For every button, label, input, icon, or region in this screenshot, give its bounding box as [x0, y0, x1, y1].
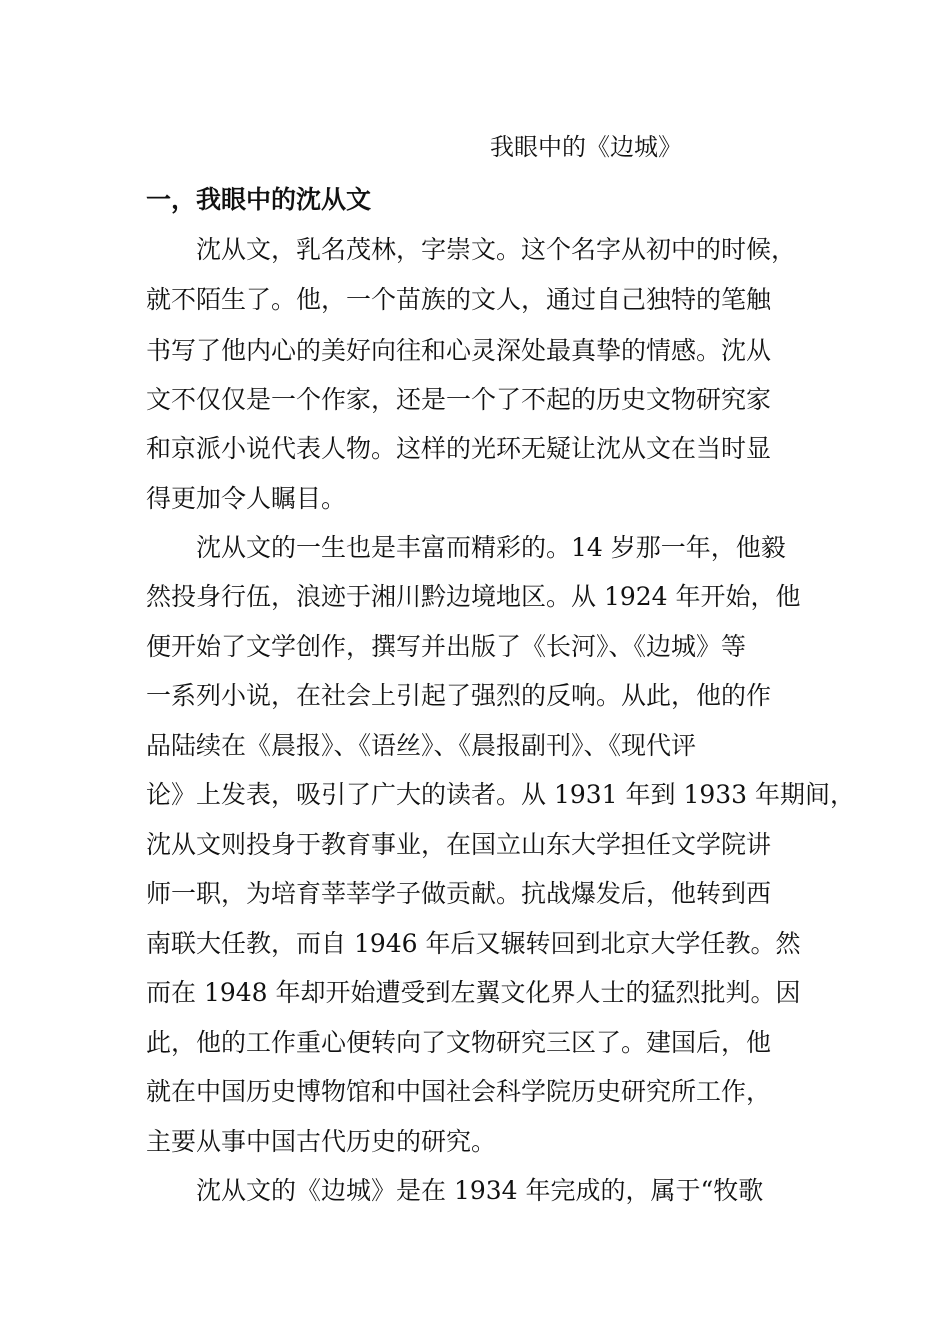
paragraph-line: 品陆续在《晨报》、《语丝》、《晨报副刊》、《现代评 [146, 731, 697, 760]
paragraph-line: 沈从文的一生也是丰富而精彩的。14 岁那一年，他毅 [196, 533, 786, 562]
paragraph-line: 而在 1948 年却开始遭受到左翼文化界人士的猛烈批判。因 [146, 978, 801, 1007]
paragraph-line: 然投身行伍，浪迹于湘川黔边境地区。从 1924 年开始，他 [146, 582, 801, 611]
paragraph-line: 文不仅仅是一个作家，还是一个了不起的历史文物研究家 [146, 385, 772, 414]
paragraph-line: 主要从事中国古代历史的研究。 [146, 1127, 497, 1156]
paragraph-line: 书写了他内心的美好向往和心灵深处最真挚的情感。沈从 [146, 336, 772, 365]
section-heading: 一，我眼中的沈从文 [146, 185, 372, 214]
paragraph-line: 沈从文则投身于教育事业，在国立山东大学担任文学院讲 [146, 830, 772, 859]
paragraph-line: 一系列小说，在社会上引起了强烈的反响。从此，他的作 [146, 681, 772, 710]
paragraph-line: 南联大任教，而自 1946 年后又辗转回到北京大学任教。然 [146, 929, 801, 958]
paragraph-line: 沈从文的《边城》是在 1934 年完成的，属于“牧歌 [196, 1176, 764, 1205]
document-title: 我眼中的《边城》 [490, 133, 682, 161]
paragraph-line: 和京派小说代表人物。这样的光环无疑让沈从文在当时显 [146, 434, 772, 463]
paragraph-line: 就不陌生了。他，一个苗族的文人，通过自己独特的笔触 [146, 285, 772, 314]
paragraph-line: 就在中国历史博物馆和中国社会科学院历史研究所工作， [146, 1077, 772, 1106]
paragraph-line: 师一职，为培育莘莘学子做贡献。抗战爆发后，他转到西 [146, 879, 772, 908]
paragraph-line: 便开始了文学创作，撰写并出版了《长河》、《边城》等 [146, 632, 747, 661]
paragraph-line: 此，他的工作重心便转向了文物研究三区了。建国后，他 [146, 1028, 772, 1057]
paragraph-line: 论》上发表，吸引了广大的读者。从 1931 年到 1933 年期间， [146, 780, 856, 809]
paragraph-line: 得更加令人瞩目。 [146, 484, 347, 513]
paragraph-line: 沈从文，乳名茂林，字崇文。这个名字从初中的时候， [196, 235, 797, 264]
